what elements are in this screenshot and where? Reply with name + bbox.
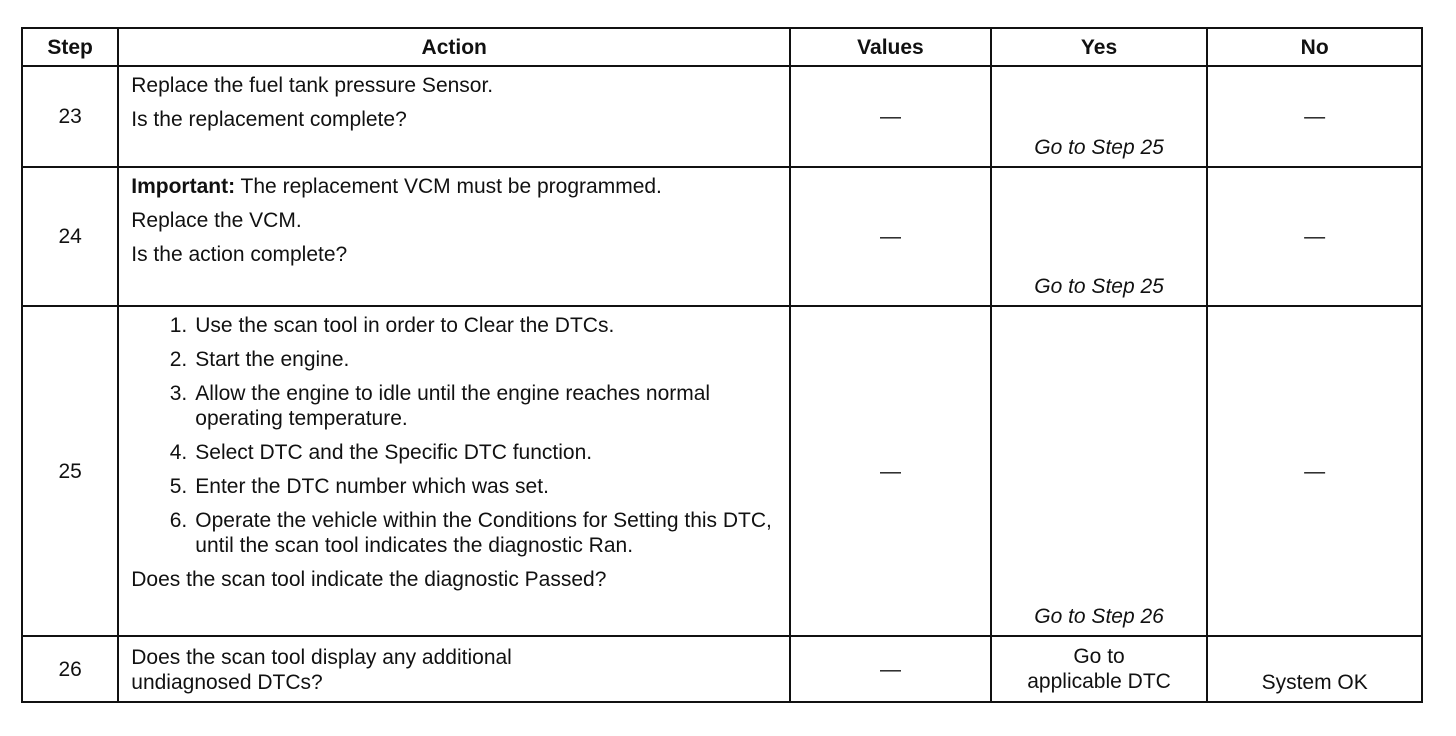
important-text: The replacement VCM must be programmed. (235, 175, 662, 198)
goto-step-link[interactable]: Go to Step 25 (1034, 275, 1164, 298)
table-row (22, 306, 1422, 636)
goto-dtc-line2[interactable]: applicable DTC (1027, 670, 1171, 693)
header-action: Action (118, 28, 790, 66)
list-item: 4. Select DTC and the Specific DTC function. (169, 441, 593, 464)
action-line: Is the replacement complete? (131, 108, 407, 131)
important-note (131, 174, 779, 199)
action-line: Is the action complete? (131, 243, 348, 266)
no-cell: — (1207, 167, 1422, 306)
action-line: Does the scan tool display any additional undiagnosed DTCs? (131, 646, 512, 694)
step-number: 23 (22, 66, 118, 167)
list-item: 6. Operate the vehicle within the Conditions for Setting this DTC, until the scan tool indicates the diagnostic Ran. (169, 509, 772, 557)
header-yes: Yes (991, 28, 1208, 66)
values-cell: — (790, 167, 991, 306)
header-values: Values (790, 28, 991, 66)
goto-step-link[interactable]: Go to Step 26 (1034, 605, 1164, 628)
header-row (22, 28, 1422, 66)
action-cell (118, 66, 790, 167)
step-number: 24 (22, 167, 118, 306)
values-cell: — (790, 66, 991, 167)
question-line: Does the scan tool indicate the diagnostic Passed? (131, 568, 607, 591)
table-row (22, 636, 1422, 702)
list-item: 1. Use the scan tool in order to Clear the DTCs. (169, 314, 615, 337)
no-cell: System OK (1207, 636, 1422, 702)
values-cell: — (790, 306, 991, 636)
no-cell: — (1207, 66, 1422, 167)
no-cell: — (1207, 306, 1422, 636)
table-row (22, 167, 1422, 306)
goto-step-link[interactable]: Go to Step 25 (1034, 136, 1164, 159)
list-item: 3. Allow the engine to idle until the engine reaches normal operating temperature. (169, 382, 711, 430)
action-cell (118, 167, 790, 306)
yes-cell (991, 167, 1208, 306)
list-item: 2. Start the engine. (169, 348, 350, 371)
header-step: Step (22, 28, 118, 66)
step-number: 26 (22, 636, 118, 702)
list-item: 5. Enter the DTC number which was set. (169, 475, 549, 498)
action-cell (118, 636, 790, 702)
procedure-list (131, 313, 779, 558)
header-no: No (1207, 28, 1422, 66)
values-cell: — (790, 636, 991, 702)
step-number: 25 (22, 306, 118, 636)
action-cell (118, 306, 790, 636)
important-label: Important: (131, 175, 236, 198)
diagnostic-table (21, 27, 1423, 703)
yes-cell (991, 66, 1208, 167)
yes-cell (991, 306, 1208, 636)
action-line: Replace the VCM. (131, 209, 302, 232)
table-row (22, 66, 1422, 167)
action-line: Replace the fuel tank pressure Sensor. (131, 74, 494, 97)
goto-dtc-line1[interactable]: Go to (1073, 645, 1125, 668)
yes-cell (991, 636, 1208, 702)
